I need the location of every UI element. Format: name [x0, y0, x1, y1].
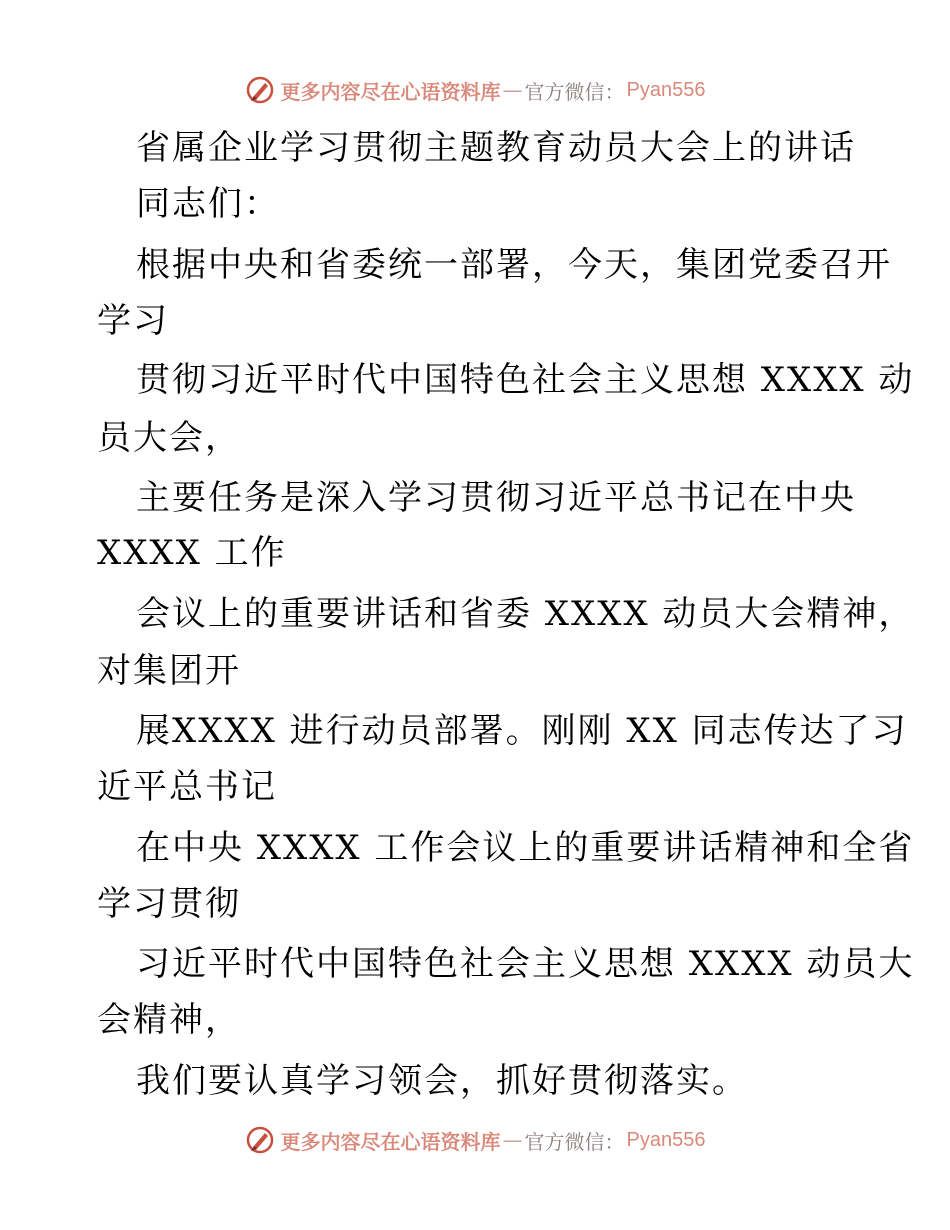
watermark-main-text: 更多内容尽在心语资料库 [280, 79, 501, 104]
body-line: 同志们： [136, 184, 280, 224]
body-line: 会议上的重要讲话和省委 XXXX 动员大会精神， [136, 594, 915, 634]
body-line: XXXX 工作 [97, 533, 287, 573]
body-line: 对集团开 [97, 651, 241, 691]
watermark-wechat-id: Pyan556 [626, 78, 706, 101]
body-line: 主要任务是深入学习贯彻习近平总书记在中央 [136, 478, 856, 518]
watermark-official-label: 官方微信： [524, 1129, 625, 1154]
body-line: 近平总书记 [97, 767, 277, 807]
pen-logo-icon [245, 1125, 275, 1155]
body-line: 会精神， [97, 1000, 241, 1040]
body-line: 学习贯彻 [97, 884, 241, 924]
body-line: 员大会， [97, 418, 241, 458]
watermark-dash: — [502, 78, 523, 102]
body-line: 根据中央和省委统一部署，今天，集团党委召开 [136, 245, 892, 285]
body-line: 展XXXX 进行动员部署。刚刚 XX 同志传达了习 [136, 711, 908, 751]
watermark-official-label: 官方微信： [524, 79, 625, 104]
pen-logo-icon [245, 75, 275, 105]
body-line: 贯彻习近平时代中国特色社会主义思想 XXXX 动 [136, 360, 915, 400]
body-line: 在中央 XXXX 工作会议上的重要讲话精神和全省 [136, 828, 915, 868]
body-line: 习近平时代中国特色社会主义思想 XXXX 动员大 [136, 944, 915, 984]
body-line: 学习 [97, 301, 169, 341]
watermark-dash: — [502, 1128, 523, 1152]
document-title: 省属企业学习贯彻主题教育动员大会上的讲话 [136, 128, 856, 168]
body-line: 我们要认真学习领会，抓好贯彻落实。 [136, 1061, 748, 1101]
watermark-main-text: 更多内容尽在心语资料库 [280, 1129, 501, 1154]
footer-watermark [0, 1122, 950, 1158]
header-watermark [0, 72, 950, 108]
watermark-wechat-id: Pyan556 [626, 1128, 706, 1151]
